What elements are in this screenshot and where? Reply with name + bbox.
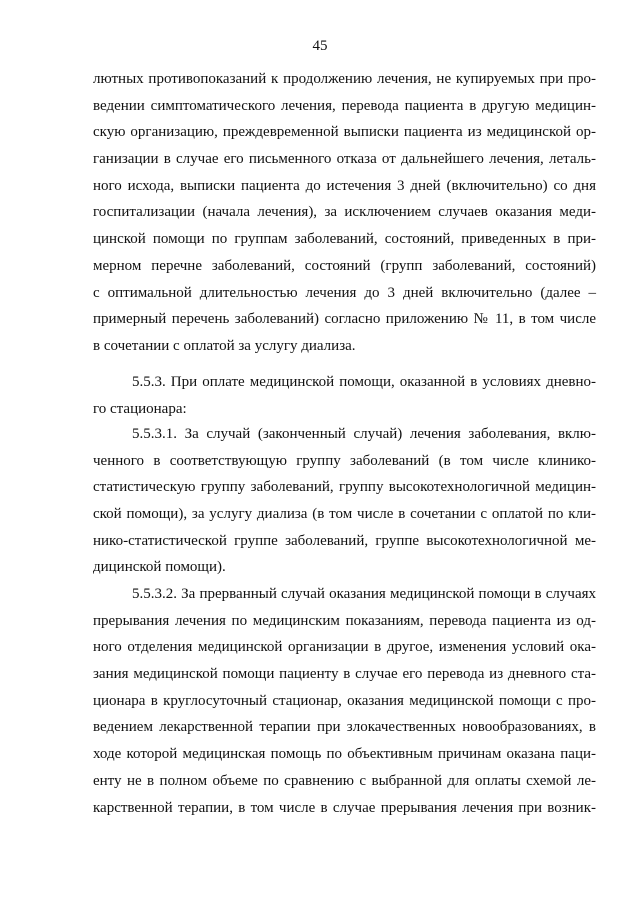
text-line: статистическую группу заболеваний, группу высокотехнологичной медицин- (93, 479, 596, 496)
text-line: зания медицинской помощи пациенту в случае его перевода из дневного ста- (93, 666, 596, 683)
paragraph-5-5-3 (93, 369, 596, 422)
text-line: мерном перечне заболеваний, состояний (групп заболеваний, состояний) (93, 257, 596, 274)
text-line: ведением лекарственной терапии при злокачественных новообразованиях, в (93, 719, 596, 736)
page-number: 45 (312, 38, 328, 54)
text-line: ционара в круглосуточный стационар, оказания медицинской помощи с про- (93, 692, 596, 709)
text-line: ской помощи), за услугу диализа (в том числе в сочетании с оплатой по кли- (93, 506, 596, 523)
text-line: лютных противопоказаний к продолжению лечения, не купируемых при про- (93, 71, 596, 87)
paragraph-continuation (93, 66, 596, 360)
text-line: 5.5.3.2. За прерванный случай оказания медицинской помощи в случаях (132, 586, 596, 602)
text-line: ного отделения медицинской организации в другое, изменения условий ока- (93, 639, 596, 656)
paragraph-5-5-3-1 (93, 421, 596, 581)
text-line: госпитализации (начала лечения), за исключением случаев оказания меди- (93, 204, 596, 221)
text-line: с оптимальной длительностью лечения до 3 дней включительно (далее – (93, 284, 596, 301)
text-line: ведении симптоматического лечения, перевода пациента в другую медицин- (93, 97, 596, 114)
text-line: го стационара: (93, 400, 187, 417)
text-line: в сочетании с оплатой за услугу диализа. (93, 337, 356, 354)
text-line: енту не в полном объеме по сравнению с выбранной для оплаты схемой ле- (93, 772, 596, 789)
text-line: примерный перечень заболеваний) согласно приложению № 11, в том числе (93, 311, 596, 328)
text-line: ченного в соответствующую группу заболеваний (в том числе клинико- (93, 452, 596, 469)
text-line: скую организацию, преждевременной выписки пациента из медицинской ор- (93, 124, 596, 141)
text-line: цинской помощи по группам заболеваний, состояний, приведенных в при- (93, 231, 596, 248)
text-line: 5.5.3.1. За случай (законченный случай) лечения заболевания, вклю- (132, 426, 596, 442)
text-line: карственной терапии, в том числе в случае прерывания лечения при возник- (93, 799, 596, 816)
text-line: 5.5.3. При оплате медицинской помощи, оказанной в условиях дневно- (132, 374, 596, 390)
text-line: ного исхода, выписки пациента до истечения 3 дней (включительно) со дня (93, 177, 596, 194)
text-line: прерывания лечения по медицинским показаниям, перевода пациента из од- (93, 612, 596, 629)
paragraph-5-5-3-2 (93, 581, 596, 821)
text-line: дицинской помощи). (93, 559, 226, 576)
text-line: нико-статистической группе заболеваний, группе высокотехнологичной ме- (93, 532, 596, 549)
text-line: ходе которой медицинская помощь по объективным причинам оказана паци- (93, 746, 596, 763)
text-line: ганизации в случае его письменного отказа от дальнейшего лечения, леталь- (93, 151, 596, 168)
